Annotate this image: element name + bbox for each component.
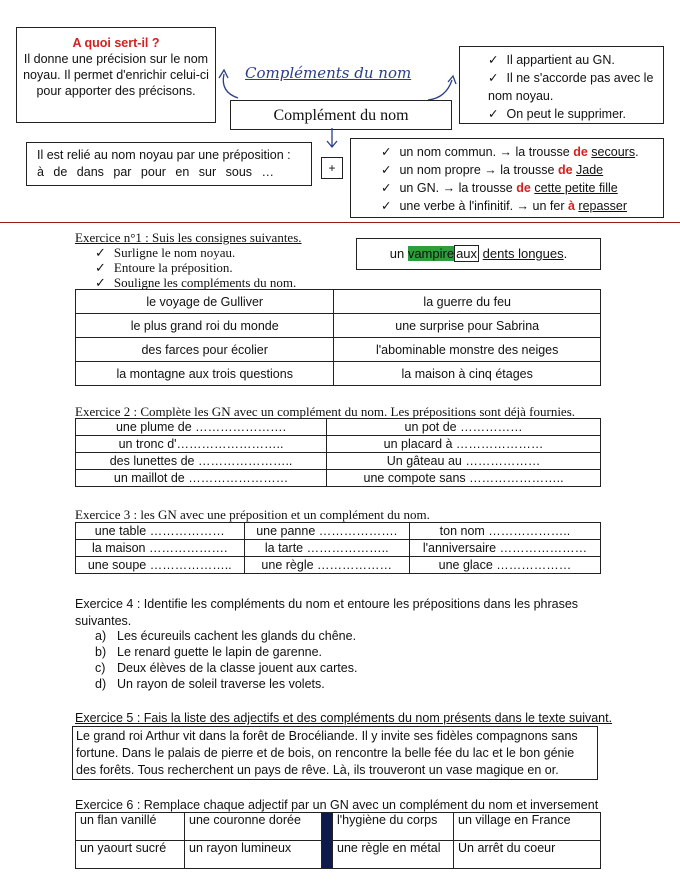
cell: des farces pour écolier — [76, 338, 334, 362]
ex2-table — [75, 418, 601, 487]
cell: la guerre du feu — [334, 290, 601, 314]
cell: un tronc d'…………………….. — [76, 436, 327, 453]
cell: une règle en métal — [333, 841, 454, 869]
main-title: Compléments du nom — [245, 64, 412, 82]
cell: un pot de …………… — [327, 419, 601, 436]
property-3: ✓ On peut le supprimer. — [488, 105, 663, 123]
cell: un maillot de …………………… — [76, 470, 327, 487]
ex1-instructions — [95, 245, 296, 290]
cell: le voyage de Gulliver — [76, 290, 334, 314]
cell: ton nom ……………….. — [409, 523, 600, 540]
text-line: fortune. Dans le palais de pierre et de bois, on rencontre la belle fée du lac et le bon génie — [76, 746, 575, 760]
cell: la montagne aux trois questions — [76, 362, 334, 386]
cell: une plume de …………………. — [76, 419, 327, 436]
list-item: a) Les écureuils cachent les glands du chêne. — [95, 629, 357, 643]
list-item: c) Deux élèves de la classe jouent aux cartes. — [95, 661, 358, 675]
cell: un flan vanillé — [76, 813, 185, 841]
text-line: des forêts. Tous recherchent un pays de rêve. Là, ils trouveront un vase magique en or. — [76, 763, 559, 777]
cell: la maison à cinq étages — [334, 362, 601, 386]
ex5-title: Exercice 5 : Fais la liste des adjectifs et des compléments du nom présents dans le texte suivant. — [75, 711, 613, 725]
cell: une compote sans ………………….. — [327, 470, 601, 487]
cell: la tarte ……………….. — [244, 540, 409, 557]
ex6-title: Exercice 6 : Remplace chaque adjectif par un GN avec un complément du nom et inversement — [75, 798, 599, 812]
list-item: d) Un rayon de soleil traverse les volets. — [95, 677, 325, 691]
type-row: ✓ un nom propre → la trousse de Jade — [381, 161, 663, 179]
type-row: ✓ une verbe à l'infinitif. → un fer à repasser — [381, 197, 663, 215]
properties-box — [459, 46, 664, 124]
ex6-table — [75, 812, 601, 869]
cell: l'abominable monstre des neiges — [334, 338, 601, 362]
types-box — [350, 138, 664, 218]
arrow-left-icon — [212, 62, 242, 102]
question-text: Il donne une précision sur le nom noyau. Il permet d'enrichir celui-ci pour apporter des précisons. — [23, 52, 209, 98]
instruction: ✓ Surligne le nom noyau. — [95, 245, 296, 260]
cell: un rayon lumineux — [185, 841, 322, 869]
instruction: ✓ Souligne les compléments du nom. — [95, 275, 296, 290]
ex4-list — [95, 628, 357, 692]
cell: une table ……………… — [76, 523, 245, 540]
complement: dents longues — [482, 246, 564, 261]
ex5-text-box — [72, 726, 598, 780]
ex2-title: Exercice 2 : Complète les GN avec un complément du nom. Les prépositions sont déjà fournies. — [75, 404, 576, 419]
link-line-1: Il est relié au nom noyau par une préposition : — [37, 148, 291, 162]
link-box — [26, 142, 312, 186]
instruction: ✓ Entoure la préposition. — [95, 260, 296, 275]
cell: l'anniversaire ………………… — [409, 540, 600, 557]
ex1-example-box: un vampire aux dents longues. — [356, 238, 601, 270]
type-row: ✓ un GN. → la trousse de cette petite fille — [381, 179, 663, 197]
cell: une couronne dorée — [185, 813, 322, 841]
cell: une surprise pour Sabrina — [334, 314, 601, 338]
question-title: A quoi sert-il ? — [72, 36, 160, 50]
dark-block — [322, 813, 333, 869]
preposition-circle: aux — [456, 246, 478, 261]
list-item: b) Le renard guette le lapin de garenne. — [95, 645, 323, 659]
ex1-table — [75, 289, 601, 386]
ex4-title: Exercice 4 : Identifie les compléments du nom et entoure les prépositions dans les phrases suivantes. — [75, 597, 579, 628]
type-row: ✓ un nom commun. → la trousse de secours. — [381, 143, 663, 161]
plus-box: + — [321, 157, 343, 179]
divider — [0, 222, 680, 223]
cell: une soupe ……………….. — [76, 557, 245, 574]
center-title: Complément du nom — [230, 100, 452, 130]
cell: Un arrêt du coeur — [454, 841, 601, 869]
text-line: Le grand roi Arthur vit dans la forêt de Brocéliande. Il y invite ses fidèles compagnons sans — [76, 729, 578, 743]
cell: une règle ……………… — [244, 557, 409, 574]
cell: un yaourt sucré — [76, 841, 185, 869]
cell: un village en France — [454, 813, 601, 841]
property-2: ✓ Il ne s'accorde pas avec le nom noyau. — [488, 69, 663, 105]
ex3-table — [75, 522, 601, 574]
cell: le plus grand roi du monde — [76, 314, 334, 338]
cell: une panne ………………. — [244, 523, 409, 540]
cell: un placard à ………………… — [327, 436, 601, 453]
cell: Un gâteau au ……………… — [327, 453, 601, 470]
ex1-title: Exercice n°1 : Suis les consignes suivantes. — [75, 230, 302, 245]
cell: la maison ………………. — [76, 540, 245, 557]
noyau-highlight: vampire — [407, 246, 455, 261]
arrow-down-icon — [325, 128, 339, 150]
cell: une glace ……………… — [409, 557, 600, 574]
link-line-2: à de dans par pour en sur sous … — [37, 165, 275, 179]
property-1: ✓ Il appartient au GN. — [488, 51, 663, 69]
cell: l'hygiène du corps — [333, 813, 454, 841]
ex3-title: Exercice 3 : les GN avec une préposition et un complément du nom. — [75, 507, 430, 522]
question-box — [16, 27, 216, 123]
cell: des lunettes de ………………….. — [76, 453, 327, 470]
